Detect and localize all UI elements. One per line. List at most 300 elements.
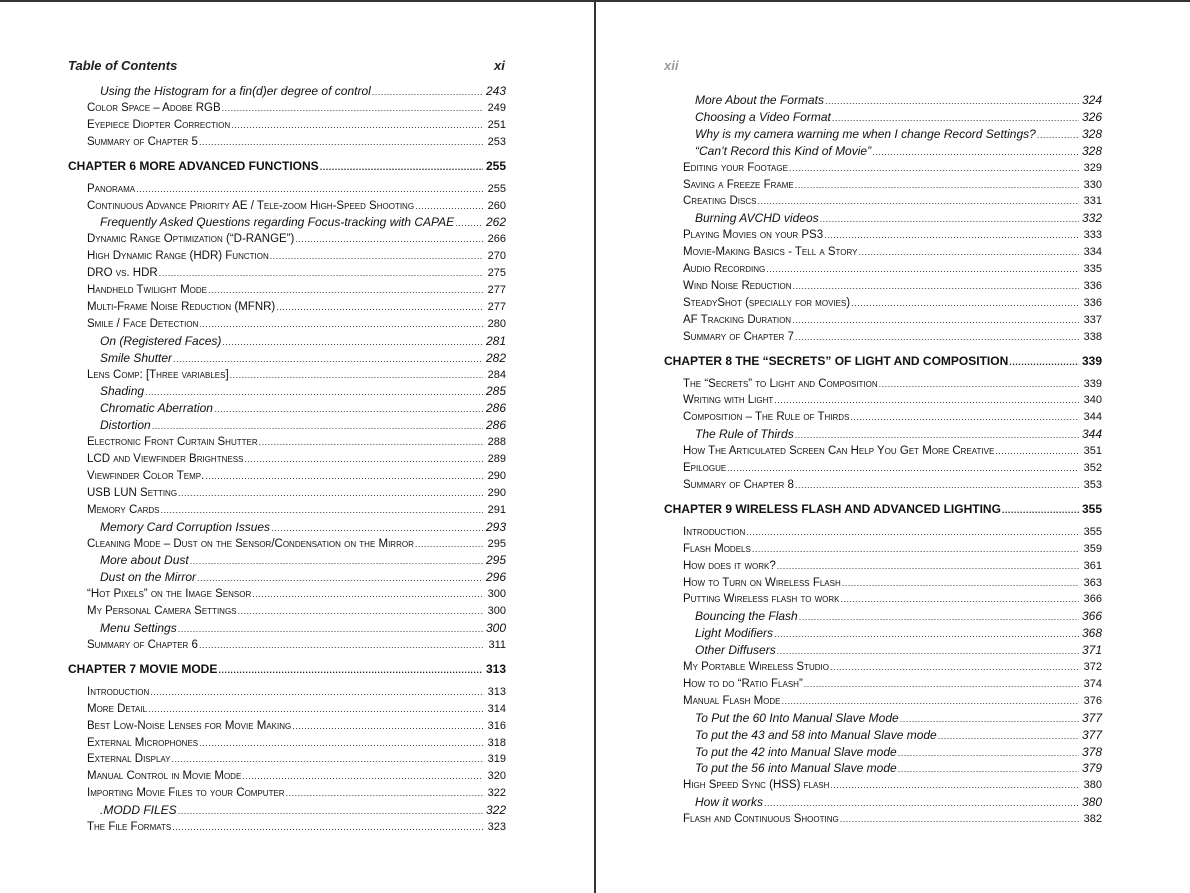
toc-page-number: 329 — [1083, 161, 1102, 174]
dot-leader — [320, 158, 483, 176]
toc-entry-title: More about Dust — [100, 553, 189, 568]
dot-leader — [415, 198, 483, 214]
toc-page-number: 328 — [1081, 143, 1102, 158]
toc-page-number: 379 — [1081, 761, 1102, 776]
dot-leader — [840, 811, 1079, 827]
toc-entry — [87, 316, 506, 332]
toc-entry-title: Movie-Making Basics - Tell a Story — [683, 246, 858, 259]
dot-leader — [825, 93, 1079, 109]
toc-entry — [683, 227, 1102, 243]
toc-page-number: 277 — [487, 284, 506, 296]
toc-entry — [87, 282, 506, 298]
toc-subentry — [100, 400, 506, 416]
toc-page-number: 275 — [487, 267, 506, 280]
dot-leader — [1009, 353, 1079, 371]
toc-entry — [683, 312, 1102, 328]
toc-entry — [683, 524, 1102, 540]
dot-leader — [795, 329, 1079, 345]
dot-leader — [851, 295, 1079, 311]
toc-entry-title: Summary of Chapter 7 — [683, 330, 794, 343]
toc-entry — [87, 299, 506, 315]
toc-entry — [87, 701, 506, 717]
toc-entry-title: Importing Movie Files to your Computer — [87, 787, 285, 800]
toc-page-number: 368 — [1081, 626, 1102, 641]
dot-leader — [295, 231, 483, 247]
toc-page-number: 249 — [487, 101, 506, 114]
dot-leader — [172, 819, 483, 835]
toc-entry — [683, 659, 1102, 675]
toc-page-number: 353 — [1083, 478, 1102, 491]
toc-page-number: 319 — [487, 753, 506, 766]
toc-page-number: 352 — [1083, 462, 1102, 474]
toc-entry — [87, 603, 506, 619]
dot-leader — [1037, 127, 1079, 143]
toc-page-number: 332 — [1081, 211, 1102, 226]
dot-leader — [214, 401, 483, 417]
toc-page-number: 277 — [487, 300, 506, 313]
toc-entry-title: To put the 43 and 58 into Manual Slave mode — [695, 727, 937, 742]
left-page — [0, 0, 594, 893]
dot-leader — [159, 265, 483, 281]
dot-leader — [764, 795, 1079, 811]
toc-page-number: 374 — [1083, 677, 1102, 690]
dot-leader — [842, 575, 1079, 591]
toc-entry-title: Smile / Face Detection — [87, 317, 199, 330]
toc-subentry — [695, 109, 1102, 125]
toc-entry — [87, 367, 506, 383]
running-header-title: Table of Contents — [68, 58, 178, 73]
toc-subentry — [695, 143, 1102, 159]
dot-leader — [727, 460, 1079, 476]
toc-entry-title: Chromatic Aberration — [100, 401, 213, 416]
toc-entry-title: How to do “Ratio Flash” — [683, 677, 803, 690]
toc-entry-title: Audio Recording — [683, 263, 766, 275]
toc-entry — [87, 434, 506, 450]
toc-page-number: 282 — [485, 350, 506, 365]
toc-page-number: 333 — [1083, 229, 1102, 242]
toc-entry — [683, 591, 1102, 607]
toc-page-number: 336 — [1083, 296, 1102, 309]
toc-entry-title: Eyepiece Diopter Correction — [87, 118, 231, 131]
toc-entry — [87, 117, 506, 133]
toc-entry-title: Electronic Front Curtain Shutter — [87, 436, 258, 449]
toc-entry-title: CHAPTER 9 WIRELESS FLASH AND ADVANCED LIGHTING — [664, 501, 1001, 516]
dot-leader — [824, 227, 1079, 243]
toc-entry — [683, 558, 1102, 574]
toc-entry-title: How The Articulated Screen Can Help You Get More Creative — [683, 445, 995, 458]
toc-page-number: 313 — [487, 685, 506, 698]
toc-list — [0, 0, 594, 893]
toc-entry — [87, 265, 506, 281]
toc-entry-title: USB LUN Setting — [87, 486, 178, 499]
toc-subentry — [100, 569, 506, 585]
toc-subentry — [100, 802, 506, 818]
dot-leader — [231, 117, 483, 133]
dot-leader — [150, 684, 483, 700]
toc-entry-title: Choosing a Video Format — [695, 109, 831, 124]
dot-leader — [205, 468, 483, 484]
toc-page-number: 295 — [487, 537, 506, 550]
dot-leader — [850, 409, 1079, 425]
dot-leader — [222, 334, 483, 350]
toc-entry — [683, 811, 1102, 827]
toc-entry-title: Cleaning Mode – Dust on the Sensor/Condensation on the Mirror — [87, 537, 414, 550]
dot-leader — [244, 451, 483, 467]
toc-page-number: 330 — [1083, 178, 1102, 191]
toc-entry-title: Manual Flash Mode — [683, 694, 781, 707]
dot-leader — [830, 659, 1079, 675]
toc-entry-title: Viewfinder Color Temp. — [87, 469, 205, 482]
dot-leader — [841, 591, 1079, 607]
toc-page-number: 339 — [1083, 377, 1102, 390]
toc-subentry — [100, 519, 506, 535]
dot-leader — [161, 502, 484, 518]
toc-entry — [87, 751, 506, 767]
toc-page-number: 366 — [1083, 593, 1102, 606]
right-page — [596, 0, 1190, 893]
toc-subentry — [695, 744, 1102, 760]
dot-leader — [795, 427, 1079, 443]
toc-page-number: 377 — [1081, 710, 1102, 725]
dot-leader — [259, 434, 483, 450]
toc-subentry — [100, 83, 506, 99]
toc-page-number: 380 — [1083, 779, 1102, 792]
toc-page-number: 300 — [485, 621, 506, 635]
toc-subentry — [695, 210, 1102, 226]
toc-page-number: 314 — [487, 702, 506, 715]
toc-entry — [87, 198, 506, 214]
toc-entry-title: DRO vs. HDR — [87, 267, 158, 280]
toc-page-number: 288 — [487, 436, 506, 449]
toc-entry-title: Why is my camera warning me when I change Record Settings? — [695, 126, 1036, 141]
toc-entry-title: How to Turn on Wireless Flash — [683, 576, 841, 589]
dot-leader — [795, 177, 1079, 193]
dot-leader — [900, 711, 1079, 727]
dot-leader — [230, 367, 483, 383]
toc-page-number: 311 — [488, 638, 506, 651]
toc-entry-title: Multi-Frame Noise Reduction (MFNR) — [87, 300, 276, 313]
toc-entry-title: More Detail — [87, 702, 148, 715]
toc-entry-title: How does it work? — [683, 559, 776, 572]
dot-leader — [455, 215, 483, 231]
toc-entry — [683, 676, 1102, 692]
dot-leader — [276, 299, 483, 315]
toc-entry-title: External Microphones — [87, 736, 199, 749]
toc-entry-title: Best Low-Noise Lenses for Movie Making — [87, 719, 292, 732]
dot-leader — [136, 181, 483, 197]
toc-page-number: 270 — [487, 250, 506, 263]
toc-chapter-heading — [664, 352, 1102, 370]
toc-page-number: 377 — [1081, 727, 1102, 742]
toc-subentry — [695, 625, 1102, 641]
toc-entry — [683, 477, 1102, 493]
toc-entry — [87, 502, 506, 518]
toc-page-number: 335 — [1083, 263, 1102, 275]
toc-entry-title: Dust on the Mirror — [100, 570, 197, 585]
dot-leader — [774, 392, 1079, 408]
toc-entry-title: CHAPTER 6 MORE ADVANCED FUNCTIONS — [68, 158, 319, 173]
toc-entry — [87, 637, 506, 653]
toc-page-number: 286 — [485, 401, 506, 416]
toc-subentry — [695, 92, 1102, 108]
dot-leader — [270, 248, 483, 264]
toc-page-number: 318 — [487, 736, 506, 749]
toc-entry-title: Saving a Freeze Frame — [683, 178, 794, 191]
toc-entry-title: Creating Discs — [683, 195, 757, 208]
toc-entry — [683, 244, 1102, 260]
toc-entry — [683, 160, 1102, 176]
dot-leader — [872, 144, 1079, 160]
dot-leader — [199, 134, 483, 150]
toc-page-number: 291 — [487, 503, 506, 516]
toc-page-number: 337 — [1083, 313, 1102, 326]
dot-leader — [898, 745, 1079, 761]
toc-entry-title: Memory Card Corruption Issues — [100, 519, 271, 534]
toc-entry-title: Flash and Continuous Shooting — [683, 813, 839, 826]
toc-entry-title: Writing with Light — [683, 394, 774, 407]
toc-entry-title: Frequently Asked Questions regarding Focus-tracking with CAPAE — [100, 215, 455, 230]
toc-entry-title: The “Secrets” to Light and Composition — [683, 377, 878, 390]
dot-leader — [757, 193, 1079, 209]
toc-entry-title: To put the 42 into Manual Slave mode — [695, 744, 897, 759]
toc-entry — [683, 295, 1102, 311]
toc-subentry — [695, 710, 1102, 726]
toc-page-number: 266 — [487, 233, 506, 246]
toc-page-number: 322 — [485, 803, 506, 818]
toc-entry — [87, 231, 506, 247]
dot-leader — [789, 160, 1079, 176]
toc-entry-title: Manual Control in Movie Mode — [87, 770, 242, 783]
toc-page-number: 382 — [1083, 813, 1102, 826]
toc-entry-title: Handheld Twilight Mode — [87, 284, 207, 296]
toc-page-number: 361 — [1083, 559, 1102, 572]
dot-leader — [752, 541, 1079, 557]
dot-leader — [766, 261, 1079, 277]
toc-page-number: 255 — [485, 158, 506, 173]
toc-page-number: 251 — [487, 118, 506, 131]
toc-entry-title: The File Formats — [87, 821, 172, 833]
dot-leader — [286, 785, 483, 801]
toc-entry-title: More About the Formats — [695, 93, 824, 107]
dot-leader — [178, 803, 483, 819]
toc-entry — [683, 777, 1102, 793]
toc-subentry — [695, 727, 1102, 743]
dot-leader — [415, 536, 483, 552]
toc-entry-title: Editing your Footage — [683, 161, 788, 174]
toc-entry — [87, 785, 506, 801]
toc-page-number: 376 — [1083, 694, 1102, 707]
dot-leader — [781, 693, 1079, 709]
toc-subentry — [100, 383, 506, 399]
toc-entry-title: Epilogue — [683, 462, 727, 474]
toc-page-number: 366 — [1081, 609, 1102, 624]
toc-page-number: 290 — [487, 486, 506, 499]
toc-entry-title: Memory Cards — [87, 503, 160, 516]
dot-leader — [938, 728, 1079, 744]
toc-entry — [683, 575, 1102, 591]
toc-entry-title: Burning AVCHD videos — [695, 211, 819, 226]
dot-leader — [190, 553, 483, 569]
dot-leader — [152, 418, 483, 434]
toc-page-number: 281 — [485, 333, 506, 348]
toc-subentry — [695, 126, 1102, 142]
toc-entry-title: CHAPTER 7 MOVIE MODE — [68, 661, 218, 676]
toc-entry-title: Shading — [100, 384, 145, 399]
toc-entry-title: Wind Noise Reduction — [683, 279, 792, 292]
dot-leader — [218, 661, 483, 679]
toc-page-number: 286 — [485, 418, 506, 433]
toc-entry — [87, 134, 506, 150]
toc-page-number: 355 — [1083, 525, 1102, 538]
toc-page-number: 351 — [1083, 445, 1102, 458]
toc-entry — [87, 536, 506, 552]
dot-leader — [793, 278, 1079, 294]
toc-page-number: 260 — [487, 199, 506, 212]
toc-entry-title: High Speed Sync (HSS) flash — [683, 779, 830, 792]
toc-page-number: 380 — [1081, 795, 1102, 810]
toc-page-number: 336 — [1083, 279, 1102, 292]
toc-page-number: 340 — [1083, 394, 1102, 407]
toc-entry-title: Smile Shutter — [100, 350, 173, 365]
toc-entry-title: High Dynamic Range (HDR) Function — [87, 250, 269, 263]
page-number: xii — [664, 58, 679, 73]
toc-entry-title: Playing Movies on your PS3 — [683, 229, 824, 242]
dot-leader — [222, 100, 483, 116]
toc-entry-title: Other Diffusers — [695, 643, 776, 658]
toc-entry-title: .MODD FILES — [100, 803, 177, 818]
dot-leader — [172, 751, 484, 767]
dot-leader — [292, 718, 483, 734]
toc-entry-title: SteadyShot (specially for movies) — [683, 296, 851, 309]
toc-entry-title: Summary of Chapter 5 — [87, 135, 198, 148]
toc-entry — [683, 541, 1102, 557]
dot-leader — [804, 676, 1079, 692]
dot-leader — [199, 637, 483, 653]
dot-leader — [271, 520, 483, 536]
toc-subentry — [695, 426, 1102, 442]
toc-page-number: 338 — [1083, 330, 1102, 343]
dot-leader — [199, 735, 483, 751]
toc-entry — [87, 718, 506, 734]
toc-entry — [683, 376, 1102, 392]
toc-subentry — [100, 350, 506, 366]
dot-leader — [252, 586, 483, 602]
toc-entry-title: External Display — [87, 753, 171, 766]
toc-page-number: 363 — [1083, 576, 1102, 589]
dot-leader — [830, 777, 1079, 793]
toc-subentry — [100, 333, 506, 349]
dot-leader — [995, 443, 1079, 459]
toc-entry — [87, 768, 506, 784]
dot-leader — [199, 316, 483, 332]
toc-page-number: 313 — [485, 661, 506, 676]
toc-entry — [87, 181, 506, 197]
toc-entry-title: Introduction — [683, 525, 746, 538]
dot-leader — [178, 485, 483, 501]
toc-entry-title: Introduction — [87, 685, 150, 698]
toc-entry-title: “Can’t Record this Kind of Movie” — [695, 143, 872, 158]
toc-entry-title: My Personal Camera Settings — [87, 605, 237, 618]
dot-leader — [372, 84, 483, 100]
toc-subentry — [100, 620, 506, 636]
toc-entry-title: Dynamic Range Optimization (“D-RANGE”) — [87, 233, 295, 246]
toc-page-number: 355 — [1081, 501, 1102, 516]
toc-entry — [683, 261, 1102, 277]
dot-leader — [777, 643, 1079, 659]
toc-entry — [683, 329, 1102, 345]
dot-leader — [777, 558, 1079, 574]
dot-leader — [197, 570, 483, 586]
toc-entry — [683, 443, 1102, 459]
toc-entry-title: LCD and Viewfinder Brightness — [87, 453, 244, 465]
toc-page-number: 334 — [1083, 246, 1102, 259]
toc-entry — [87, 586, 506, 602]
toc-page-number: 300 — [487, 605, 506, 618]
toc-subentry — [695, 642, 1102, 658]
dot-leader — [1002, 501, 1079, 519]
dot-leader — [799, 609, 1079, 625]
toc-chapter-heading — [68, 157, 506, 175]
toc-entry-title: Summary of Chapter 8 — [683, 478, 794, 491]
toc-chapter-heading — [664, 500, 1102, 518]
dot-leader — [148, 701, 483, 717]
toc-entry — [683, 278, 1102, 294]
dot-leader — [820, 211, 1079, 227]
toc-entry — [683, 460, 1102, 476]
toc-entry — [87, 451, 506, 467]
toc-page-number: 322 — [487, 787, 506, 800]
toc-entry-title: Summary of Chapter 6 — [87, 638, 198, 651]
dot-leader — [173, 351, 483, 367]
toc-page-number: 326 — [1081, 109, 1102, 124]
toc-entry-title: Continuous Advance Priority AE / Tele-zoom High-Speed Shooting — [87, 199, 415, 212]
toc-entry-title: Light Modifiers — [695, 626, 774, 641]
toc-entry-title: The Rule of Thirds — [695, 427, 794, 442]
toc-entry-title: “Hot Pixels” on the Image Sensor — [87, 588, 252, 601]
dot-leader — [178, 621, 483, 637]
toc-entry-title: To put the 56 into Manual Slave mode — [695, 761, 897, 776]
toc-entry-title: AF Tracking Duration — [683, 313, 792, 326]
toc-page-number: 262 — [485, 215, 506, 230]
toc-entry-title: To Put the 60 Into Manual Slave Mode — [695, 710, 899, 725]
toc-subentry — [695, 760, 1102, 776]
toc-entry — [87, 485, 506, 501]
toc-entry — [683, 409, 1102, 425]
toc-entry — [87, 735, 506, 751]
toc-entry-title: Using the Histogram for a fin(d)er degree of control — [100, 84, 371, 98]
toc-subentry — [695, 608, 1102, 624]
toc-entry — [87, 684, 506, 700]
toc-page-number: 359 — [1083, 542, 1102, 555]
toc-entry — [87, 819, 506, 835]
toc-entry — [87, 100, 506, 116]
toc-entry-title: How it works — [695, 795, 764, 810]
dot-leader — [898, 761, 1079, 777]
dot-leader — [795, 477, 1079, 493]
page-number: xi — [494, 58, 505, 73]
toc-page-number: 243 — [485, 84, 506, 98]
toc-page-number: 344 — [1081, 427, 1102, 442]
toc-entry-title: Lens Comp: [Three variables] — [87, 368, 229, 381]
toc-page-number: 316 — [487, 719, 506, 732]
toc-entry — [683, 177, 1102, 193]
toc-page-number: 295 — [485, 553, 506, 568]
toc-page-number: 344 — [1083, 411, 1102, 424]
toc-chapter-heading — [68, 660, 506, 678]
toc-entry-title: Distortion — [100, 418, 151, 433]
toc-subentry — [100, 214, 506, 230]
dot-leader — [145, 384, 483, 400]
